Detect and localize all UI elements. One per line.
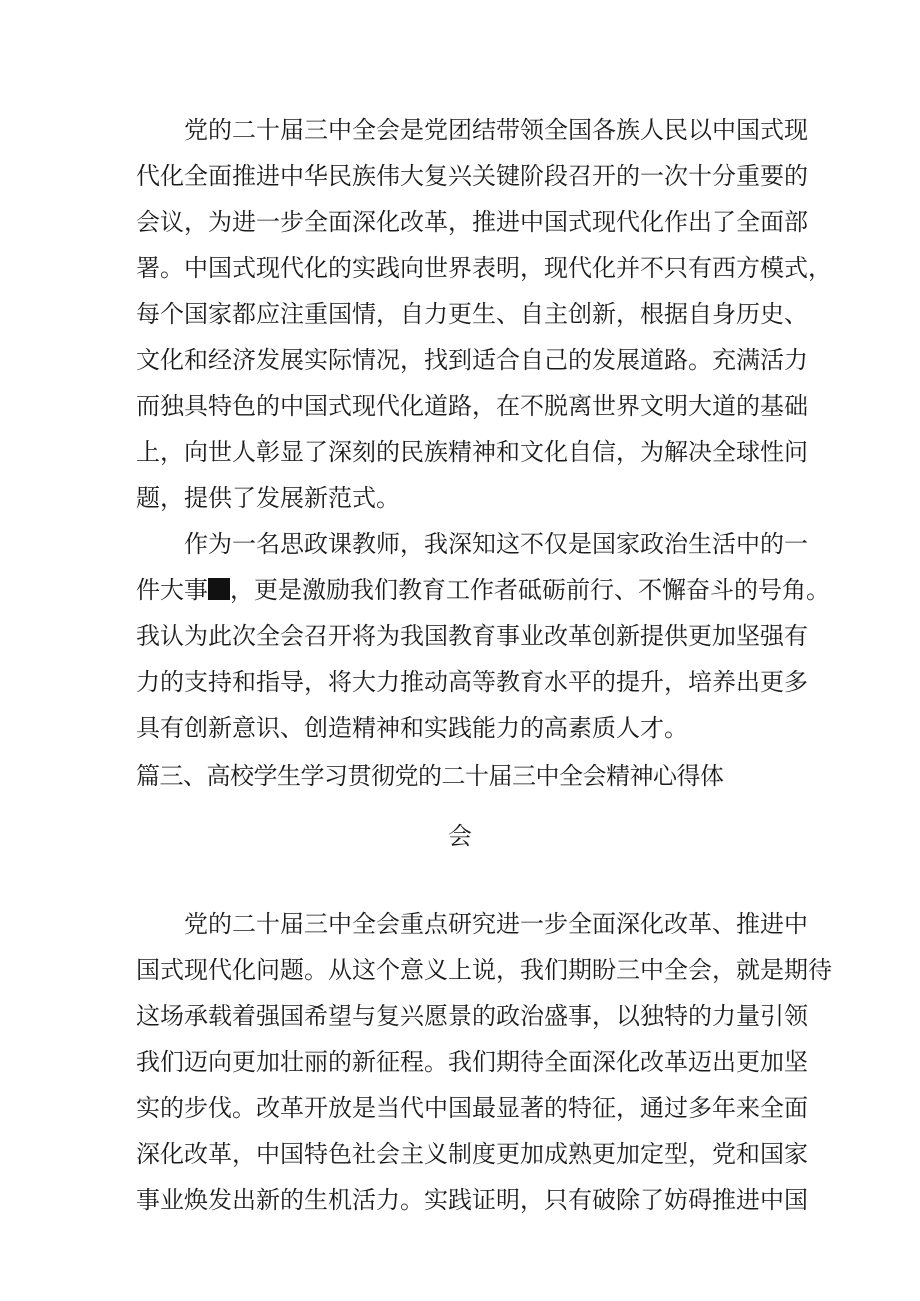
paragraph-2-line-with-redaction bbox=[136, 574, 830, 606]
paragraph-3-line: 国式现代化问题。从这个意义上说，我们期盼三中全会，就是期待 bbox=[136, 956, 832, 984]
paragraph-3-line: 实的步伐。改革开放是当代中国最显著的特征，通过多年来全面 bbox=[136, 1094, 808, 1122]
paragraph-3-line: 这场承载着强国希望与复兴愿景的政治盛事，以独特的力量引领 bbox=[136, 1002, 808, 1030]
paragraph-3-line: 深化改革，中国特色社会主义制度更加成熟更加定型，党和国家 bbox=[136, 1140, 808, 1168]
paragraph-1-line: 文化和经济发展实际情况，找到适合自己的发展道路。充满活力 bbox=[136, 346, 808, 374]
section-heading-continuation: 会 bbox=[448, 822, 472, 850]
paragraph-1-line: 每个国家都应注重国情，自力更生、自主创新，根据自身历史、 bbox=[136, 300, 808, 328]
paragraph-1-line: 题，提供了发展新范式。 bbox=[136, 484, 400, 512]
paragraph-2-line: 具有创新意识、创造精神和实践能力的高素质人才。 bbox=[136, 714, 688, 742]
redaction-mark bbox=[208, 578, 230, 600]
paragraph-3-line: 事业焕发出新的生机活力。实践证明，只有破除了妨碍推进中国 bbox=[136, 1186, 808, 1214]
paragraph-2-text-before: 件大事 bbox=[136, 576, 208, 604]
paragraph-3-line: 党的二十届三中全会重点研究进一步全面深化改革、推进中 bbox=[184, 910, 808, 938]
paragraph-1-line: 党的二十届三中全会是党团结带领全国各族人民以中国式现 bbox=[184, 116, 808, 144]
paragraph-2-line: 作为一名思政课教师，我深知这不仅是国家政治生活中的一 bbox=[184, 530, 808, 558]
paragraph-3-line: 我们迈向更加壮丽的新征程。我们期待全面深化改革迈出更加坚 bbox=[136, 1048, 808, 1076]
paragraph-1-line: 上，向世人彰显了深刻的民族精神和文化自信，为解决全球性问 bbox=[136, 438, 808, 466]
paragraph-1-line: 会议，为进一步全面深化改革，推进中国式现代化作出了全面部 bbox=[136, 208, 808, 236]
paragraph-2-line: 力的支持和指导，将大力推动高等教育水平的提升，培养出更多 bbox=[136, 668, 808, 696]
paragraph-1-line: 代化全面推进中华民族伟大复兴关键阶段召开的一次十分重要的 bbox=[136, 162, 808, 190]
section-heading: 篇三、高校学生学习贯彻党的二十届三中全会精神心得体 bbox=[136, 762, 724, 790]
paragraph-1-line: 署。中国式现代化的实践向世界表明，现代化并不只有西方模式， bbox=[136, 254, 832, 282]
paragraph-1-line: 而独具特色的中国式现代化道路，在不脱离世界文明大道的基础 bbox=[136, 392, 808, 420]
paragraph-2-line: 我认为此次全会召开将为我国教育事业改革创新提供更加坚强有 bbox=[136, 622, 808, 650]
paragraph-2-text-after: ，更是激励我们教育工作者砥砺前行、不懈奋斗的号角。 bbox=[230, 576, 830, 604]
